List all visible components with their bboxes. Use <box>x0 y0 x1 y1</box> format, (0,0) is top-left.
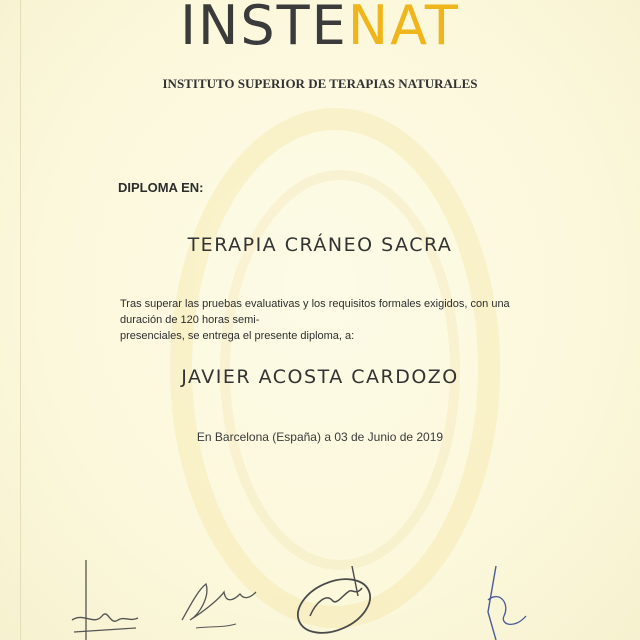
institute-subtitle: INSTITUTO SUPERIOR DE TERAPIAS NATURALES <box>162 76 478 91</box>
place-date: En Barcelona (España) a 03 de Junio de 2019 <box>196 430 444 444</box>
diploma-label: DIPLOMA EN: <box>118 180 204 195</box>
recipient-name: JAVIER ACOSTA CARDOZO <box>181 366 459 388</box>
diploma-body-text <box>120 296 540 344</box>
signature-4 <box>470 560 540 640</box>
signature-3 <box>286 566 386 640</box>
signature-1 <box>64 560 144 640</box>
body-line-1: Tras superar las pruebas evaluativas y los requisitos formales exigidos, con una duración de 120 horas semi- <box>120 298 510 326</box>
logo-text-dark: INSTE <box>180 0 348 57</box>
logo-text-accent: NAT <box>347 0 460 57</box>
signature-2 <box>176 570 266 640</box>
body-line-2: presenciales, se entrega el presente diploma, a: <box>120 330 355 342</box>
left-border-line <box>20 0 21 640</box>
course-title: TERAPIA CRÁNEO SACRA <box>187 234 453 256</box>
institute-logo <box>0 0 640 58</box>
